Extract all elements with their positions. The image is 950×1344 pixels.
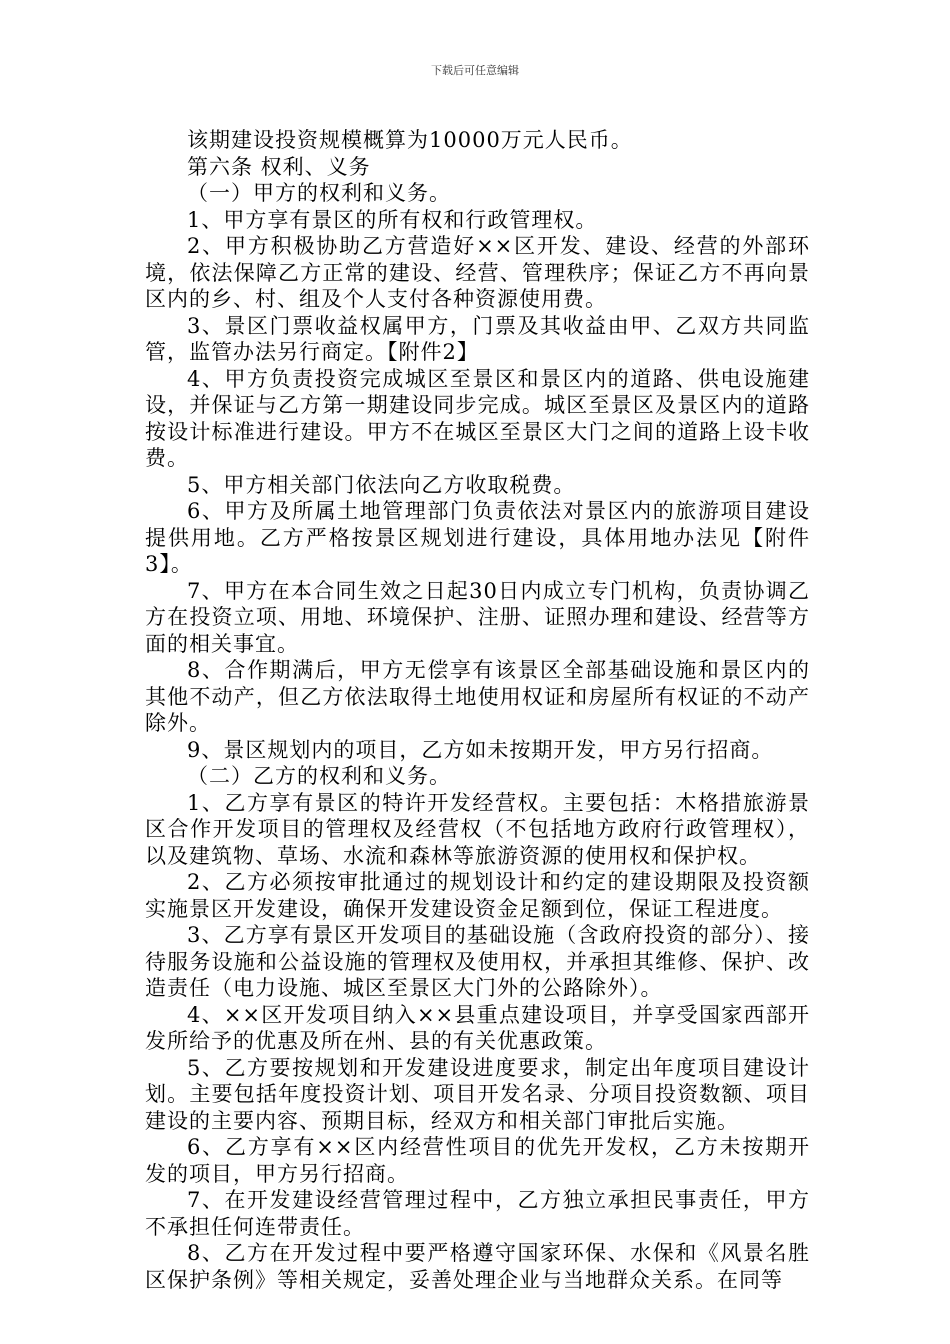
paragraph: 9、景区规划内的项目，乙方如未按期开发，甲方另行招商。 bbox=[187, 737, 774, 762]
paragraph: 7、甲方在本合同生效之日起30日内成立专门机构，负责协调乙方在投资立项、用地、环境保护、注册、证照办理和建设、经营等方面的相关事宜。 bbox=[145, 578, 810, 656]
paragraph: 5、乙方要按规划和开发建设进度要求，制定出年度项目建设计划。主要包括年度投资计划、项目开发名录、分项目投资数额、项目建设的主要内容、预期目标，经双方和相关部门审批后实施。 bbox=[145, 1055, 810, 1133]
paragraph: 8、乙方在开发过程中要严格遵守国家环保、水保和《风景名胜区保护条例》等相关规定，妥善处理企业与当地群众关系。在同等 bbox=[145, 1241, 810, 1292]
paragraph: 2、甲方积极协助乙方营造好××区开发、建设、经营的外部环境，依法保障乙方正常的建设、经营、管理秩序；保证乙方不再向景区内的乡、村、组及个人支付各种资源使用费。 bbox=[145, 234, 810, 311]
subsection-heading: （二）乙方的权利和义务。 bbox=[187, 764, 451, 788]
paragraph: 2、乙方必须按审批通过的规划设计和约定的建设期限及投资额实施景区开发建设，确保开发建设资金足额到位，保证工程进度。 bbox=[145, 870, 810, 921]
section-heading: 第六条 权利、义务 bbox=[187, 154, 371, 179]
paragraph: 4、甲方负责投资完成城区至景区和景区内的道路、供电设施建设，并保证与乙方第一期建设同步完成。城区至景区及景区内的道路按设计标准进行建设。甲方不在城区至景区大门之间的道路上设卡收费。 bbox=[145, 366, 810, 470]
page-header-note: 下载后可任意编辑 bbox=[431, 64, 519, 77]
paragraph: 5、甲方相关部门依法向乙方收取税费。 bbox=[187, 472, 576, 497]
paragraph: 3、乙方享有景区开发项目的基础设施（含政府投资的部分）、接待服务设施和公益设施的管理权及使用权，并承担其维修、保护、改造责任（电力设施、城区至景区大门外的公路除外）。 bbox=[145, 923, 810, 1000]
paragraph: 该期建设投资规模概算为10000万元人民币。 bbox=[187, 128, 633, 152]
paragraph: 1、甲方享有景区的所有权和行政管理权。 bbox=[187, 207, 598, 232]
paragraph: 8、合作期满后，甲方无偿享有该景区全部基础设施和景区内的其他不动产，但乙方依法取得土地使用权证和房屋所有权证的不动产除外。 bbox=[145, 658, 810, 735]
paragraph: 7、在开发建设经营管理过程中，乙方独立承担民事责任，甲方不承担任何连带责任。 bbox=[145, 1188, 810, 1239]
paragraph: 3、景区门票收益权属甲方，门票及其收益由甲、乙双方共同监管，监管办法另行商定。【附件2】 bbox=[145, 313, 810, 364]
paragraph: 6、乙方享有××区内经营性项目的优先开发权，乙方未按期开发的项目，甲方另行招商。 bbox=[145, 1135, 810, 1186]
document-body bbox=[145, 127, 810, 1293]
paragraph: 6、甲方及所属土地管理部门负责依法对景区内的旅游项目建设提供用地。乙方严格按景区规划进行建设，具体用地办法见【附件3】。 bbox=[145, 499, 810, 576]
subsection-heading: （一）甲方的权利和义务。 bbox=[187, 181, 451, 205]
paragraph: 1、乙方享有景区的特许开发经营权。主要包括：木格措旅游景区合作开发项目的管理权及经营权（不包括地方政府行政管理权），以及建筑物、草场、水流和森林等旅游资源的使用权和保护权。 bbox=[145, 790, 810, 868]
paragraph: 4、××区开发项目纳入××县重点建设项目，并享受国家西部开发所给予的优惠及所在州、县的有关优惠政策。 bbox=[145, 1002, 810, 1053]
